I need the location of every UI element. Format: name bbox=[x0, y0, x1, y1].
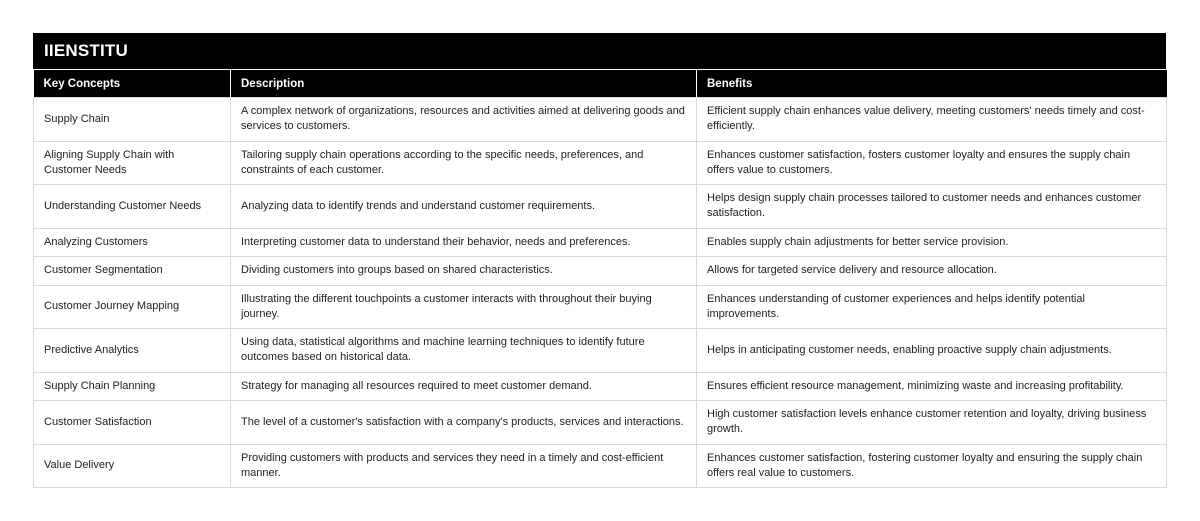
concept-cell: Customer Journey Mapping bbox=[34, 285, 231, 329]
brand-title: IIENSTITU bbox=[44, 41, 128, 60]
description-cell: Tailoring supply chain operations according to the specific needs, preferences, and constraints of each customer. bbox=[231, 141, 697, 185]
benefits-cell: Efficient supply chain enhances value delivery, meeting customers' needs timely and cost-efficiently. bbox=[697, 98, 1167, 142]
benefits-cell: Enhances customer satisfaction, fosters customer loyalty and ensures the supply chain offers value to customers. bbox=[697, 141, 1167, 185]
concept-cell: Aligning Supply Chain with Customer Needs bbox=[34, 141, 231, 185]
table-row bbox=[34, 329, 1167, 373]
benefits-cell: Ensures efficient resource management, minimizing waste and increasing profitability. bbox=[697, 372, 1167, 401]
description-cell: Analyzing data to identify trends and understand customer requirements. bbox=[231, 185, 697, 229]
benefits-cell: Enhances customer satisfaction, fostering customer loyalty and ensuring the supply chain offers real value to customers. bbox=[697, 444, 1167, 488]
table-row bbox=[34, 444, 1167, 488]
description-cell: Using data, statistical algorithms and machine learning techniques to identify future outcomes based on historical data. bbox=[231, 329, 697, 373]
description-cell: Dividing customers into groups based on shared characteristics. bbox=[231, 257, 697, 286]
concept-cell: Understanding Customer Needs bbox=[34, 185, 231, 229]
benefits-cell: Enables supply chain adjustments for better service provision. bbox=[697, 228, 1167, 257]
table-row bbox=[34, 98, 1167, 142]
benefits-cell: High customer satisfaction levels enhance customer retention and loyalty, driving business growth. bbox=[697, 401, 1167, 445]
description-cell: Illustrating the different touchpoints a customer interacts with throughout their buying journey. bbox=[231, 285, 697, 329]
table-row bbox=[34, 285, 1167, 329]
concept-cell: Predictive Analytics bbox=[34, 329, 231, 373]
concepts-table-card bbox=[33, 33, 1166, 488]
column-header-key-concepts: Key Concepts bbox=[34, 70, 231, 98]
concept-cell: Value Delivery bbox=[34, 444, 231, 488]
table-row bbox=[34, 228, 1167, 257]
benefits-cell: Helps design supply chain processes tailored to customer needs and enhances customer satisfaction. bbox=[697, 185, 1167, 229]
benefits-cell: Helps in anticipating customer needs, enabling proactive supply chain adjustments. bbox=[697, 329, 1167, 373]
table-row bbox=[34, 185, 1167, 229]
description-cell: The level of a customer's satisfaction with a company's products, services and interactions. bbox=[231, 401, 697, 445]
table-row bbox=[34, 141, 1167, 185]
table-row bbox=[34, 372, 1167, 401]
column-header-description: Description bbox=[231, 70, 697, 98]
table-row bbox=[34, 401, 1167, 445]
description-cell: Strategy for managing all resources required to meet customer demand. bbox=[231, 372, 697, 401]
concepts-table bbox=[33, 69, 1167, 488]
description-cell: Providing customers with products and services they need in a timely and cost-efficient manner. bbox=[231, 444, 697, 488]
table-header-row bbox=[34, 70, 1167, 98]
concept-cell: Analyzing Customers bbox=[34, 228, 231, 257]
description-cell: A complex network of organizations, resources and activities aimed at delivering goods and services to customers. bbox=[231, 98, 697, 142]
concept-cell: Customer Segmentation bbox=[34, 257, 231, 286]
concept-cell: Supply Chain bbox=[34, 98, 231, 142]
table-row bbox=[34, 257, 1167, 286]
description-cell: Interpreting customer data to understand their behavior, needs and preferences. bbox=[231, 228, 697, 257]
brand-header bbox=[33, 33, 1166, 69]
benefits-cell: Enhances understanding of customer experiences and helps identify potential improvements. bbox=[697, 285, 1167, 329]
column-header-benefits: Benefits bbox=[697, 70, 1167, 98]
benefits-cell: Allows for targeted service delivery and resource allocation. bbox=[697, 257, 1167, 286]
concept-cell: Customer Satisfaction bbox=[34, 401, 231, 445]
concept-cell: Supply Chain Planning bbox=[34, 372, 231, 401]
